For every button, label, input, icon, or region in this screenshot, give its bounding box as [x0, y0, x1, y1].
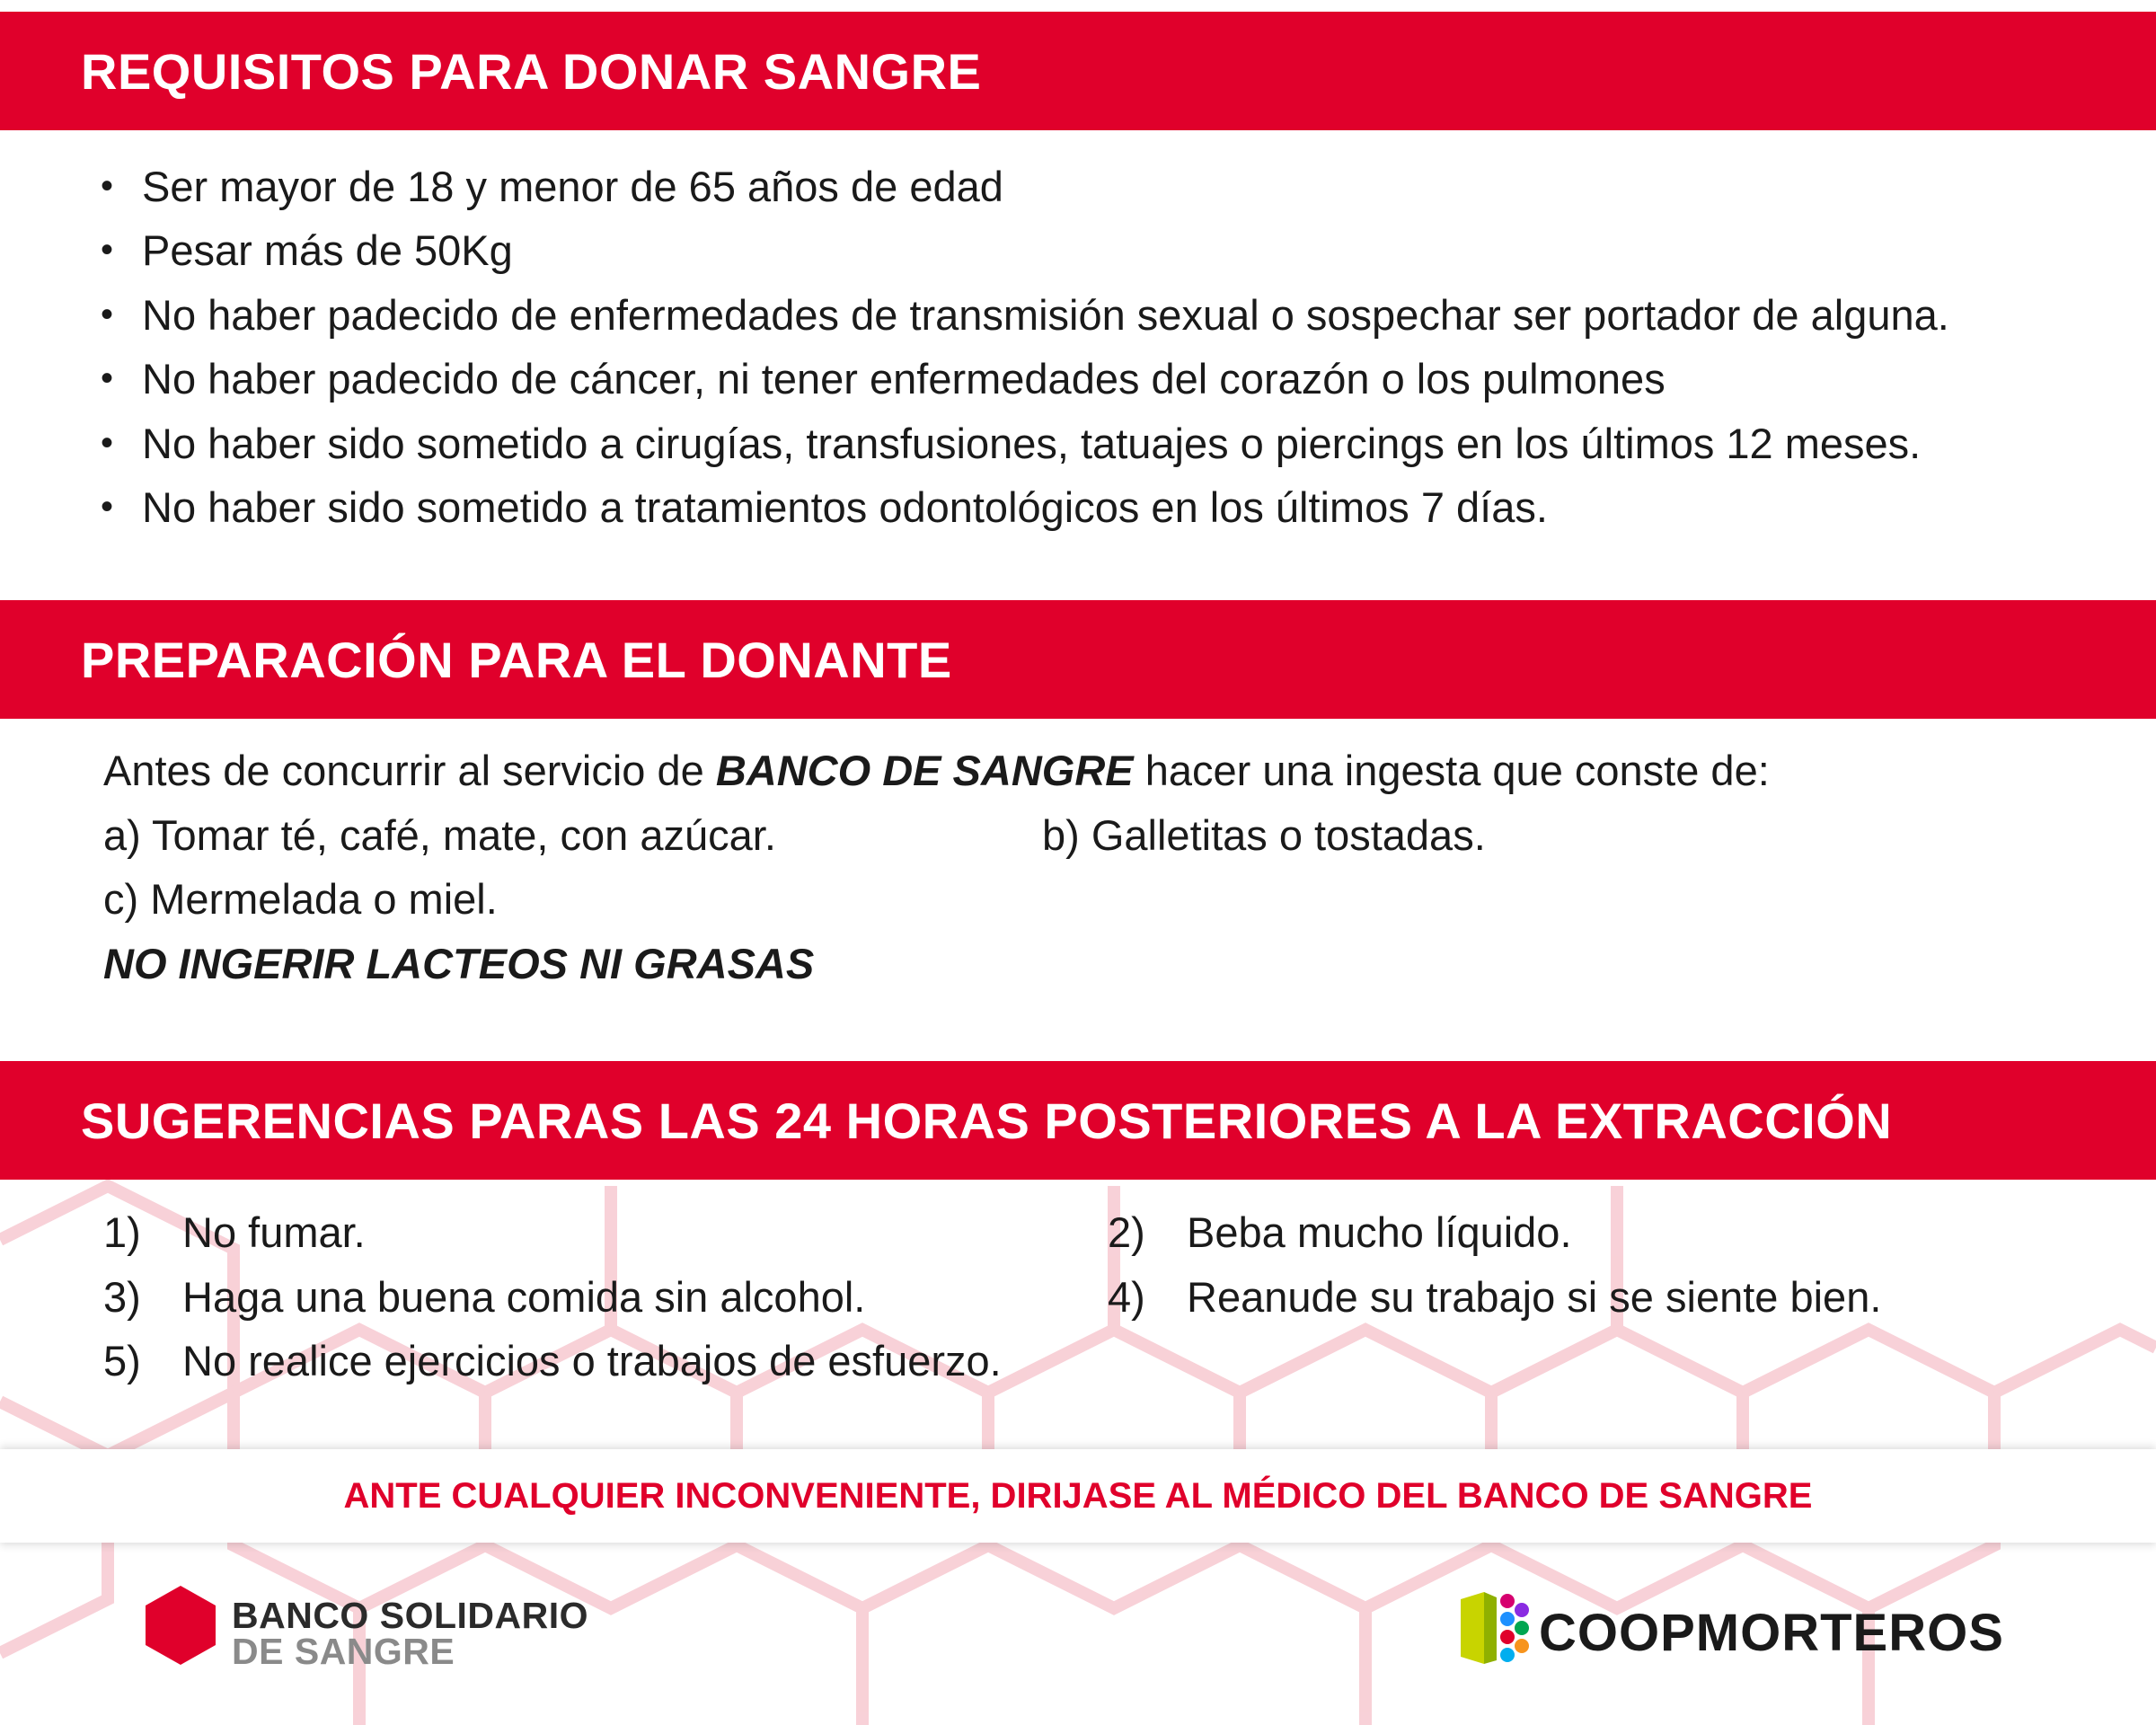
bullet-icon: • — [101, 166, 114, 206]
list-item: 2) Beba mucho líquido. — [1108, 1208, 1572, 1256]
list-item: • Ser mayor de 18 y menor de 65 años de edad — [101, 155, 1949, 218]
list-item: • No haber sido sometido a cirugías, transfusiones, tatuajes o piercings en los últimos 12 meses. — [101, 411, 1949, 475]
bullet-icon: • — [101, 358, 114, 399]
preparacion-body — [103, 739, 1770, 995]
item-a: a) Tomar té, café, mate, con azúcar. — [103, 810, 776, 859]
list-item: • Pesar más de 50Kg — [101, 218, 1949, 282]
list-item: 4) Reanude su trabajo si se siente bien. — [1108, 1272, 1882, 1321]
list-item: 1) No fumar. — [103, 1208, 366, 1256]
section-header-sugerencias — [0, 1061, 2156, 1180]
sugerencias-right-column — [1108, 1200, 2096, 1329]
list-item: 5) No realice ejercicios o trabajos de esfuerzo. — [103, 1337, 1002, 1384]
bullet-icon: • — [101, 422, 114, 463]
coopmorteros-hexagon-cluster-icon — [1457, 1590, 1533, 1666]
item-c: c) Mermelada o miel. — [103, 875, 498, 923]
list-item: • No haber padecido de cáncer, ni tener enfermedades del corazón o los pulmones — [101, 347, 1949, 411]
bullet-icon: • — [101, 294, 114, 334]
item-b: b) Galletitas o tostadas. — [1042, 810, 1486, 859]
bullet-icon: • — [101, 486, 114, 526]
requisitos-list — [101, 155, 1949, 539]
banco-solidario-logo: BANCO SOLIDARIO DE SANGRE — [144, 1584, 217, 1671]
sugerencias-left-column — [103, 1200, 1091, 1393]
preparacion-warning: NO INGERIR LACTEOS NI GRASAS — [103, 939, 815, 987]
section-title: SUGERENCIAS PARAS LAS 24 HORAS POSTERIORES A LA EXTRACCIÓN — [81, 1092, 1893, 1149]
footer-notice: ANTE CUALQUIER INCONVENIENTE, DIRIJASE AL MÉDICO DEL BANCO DE SANGRE — [343, 1475, 1813, 1516]
footer-notice-bar — [0, 1449, 2156, 1543]
coopmorteros-logo: COOPMORTEROS — [1457, 1590, 1533, 1670]
list-item: 3) Haga una buena comida sin alcohol. — [103, 1272, 866, 1321]
list-item: • No haber padecido de enfermedades de transmisión sexual o sospechar ser portador de alguna. — [101, 283, 1949, 347]
banco-de-sangre-emphasis: BANCO DE SANGRE — [715, 747, 1134, 794]
section-title: REQUISITOS PARA DONAR SANGRE — [81, 42, 982, 100]
red-hexagon-icon — [144, 1584, 217, 1667]
list-item: • No haber sido sometido a tratamientos odontológicos en los últimos 7 días. — [101, 475, 1949, 539]
section-header-requisitos — [0, 12, 2156, 130]
section-header-preparacion — [0, 600, 2156, 719]
bullet-icon: • — [101, 230, 114, 270]
preparacion-intro: Antes de concurrir al servicio de BANCO DE SANGRE hacer una ingesta que conste de: — [103, 747, 1770, 794]
section-title: PREPARACIÓN PARA EL DONANTE — [81, 631, 952, 688]
preparacion-row-ab — [103, 803, 1770, 868]
